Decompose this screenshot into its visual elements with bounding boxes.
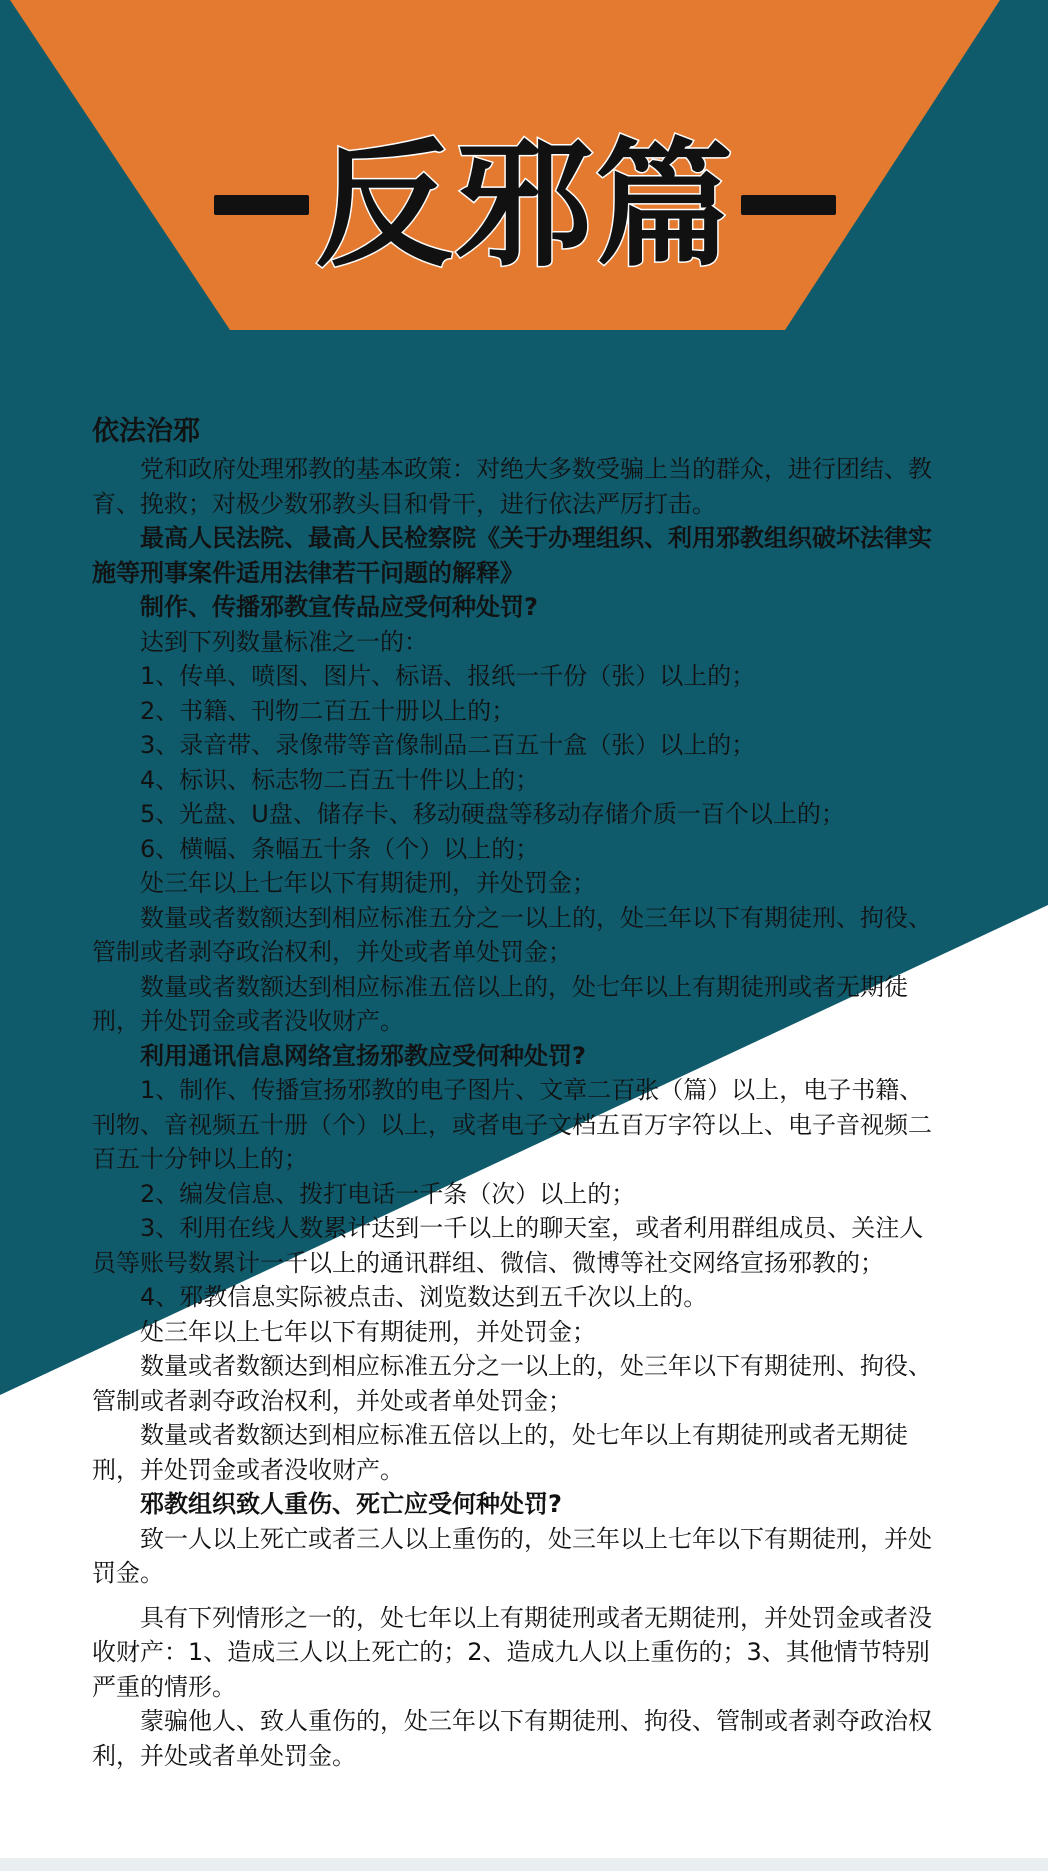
question-2: 利用通讯信息网络宣扬邪教应受何种处罚? xyxy=(140,1041,586,1070)
penalty-paragraph: 数量或者数额达到相应标准五倍以上的，处七年以上有期徒刑或者无期徒刑，并处罚金或者没收财产。 xyxy=(92,1421,908,1484)
penalty-paragraph: 数量或者数额达到相应标准五分之一以上的，处三年以下有期徒刑、拘役、管制或者剥夺政治权利，并处或者单处罚金； xyxy=(92,903,932,966)
article-body xyxy=(92,412,932,1773)
list-item: 4、邪教信息实际被点击、浏览数达到五千次以上的。 xyxy=(140,1283,708,1311)
policy-paragraph: 党和政府处理邪教的基本政策：对绝大多数受骗上当的群众，进行团结、教育、挽救；对极少数邪教头目和骨干，进行依法严厉打击。 xyxy=(92,455,932,518)
title-dash-right xyxy=(741,195,836,215)
list-item: 4、标识、标志物二百五十件以上的； xyxy=(140,765,540,794)
penalty-paragraph: 处三年以上七年以下有期徒刑，并处罚金； xyxy=(140,1317,596,1346)
penalty-paragraph: 致一人以上死亡或者三人以上重伤的，处三年以上七年以下有期徒刑，并处罚金。 xyxy=(92,1524,932,1587)
list-item: 3、录音带、录像带等音像制品二百五十盒（张）以上的； xyxy=(140,731,756,759)
interpretation-title: 最高人民法院、最高人民检察院《关于办理组织、利用邪教组织破坏法律实施等刑事案件适用法律若干问题的解释》 xyxy=(92,524,932,587)
question-1-lead: 达到下列数量标准之一的： xyxy=(140,627,428,656)
penalty-paragraph: 处三年以上七年以下有期徒刑，并处罚金； xyxy=(140,869,596,897)
question-1: 制作、传播邪教宣传品应受何种处罚? xyxy=(140,593,538,621)
question-3: 邪教组织致人重伤、死亡应受何种处罚? xyxy=(140,1490,562,1518)
list-item: 3、利用在线人数累计达到一千以上的聊天室，或者利用群组成员、关注人员等账号数累计一千以上的通讯群组、微信、微博等社交网络宣扬邪教的； xyxy=(92,1214,924,1277)
list-item: 2、书籍、刊物二百五十册以上的； xyxy=(140,696,516,725)
penalty-paragraph: 蒙骗他人、致人重伤的，处三年以下有期徒刑、拘役、管制或者剥夺政治权利，并处或者单处罚金。 xyxy=(92,1707,932,1770)
list-item: 1、制作、传播宣扬邪教的电子图片、文章二百张（篇）以上，电子书籍、刊物、音视频五十册（个）以上，或者电子文档五百万字符以上、电子音视频二百五十分钟以上的； xyxy=(92,1076,932,1173)
list-item: 6、横幅、条幅五十条（个）以上的； xyxy=(140,834,540,863)
list-item: 2、编发信息、拨打电话一千条（次）以上的； xyxy=(140,1179,636,1208)
banner-title xyxy=(150,120,900,290)
list-item: 5、光盘、U盘、储存卡、移动硬盘等移动存储介质一百个以上的； xyxy=(140,800,845,828)
penalty-paragraph: 数量或者数额达到相应标准五分之一以上的，处三年以下有期徒刑、拘役、管制或者剥夺政治权利，并处或者单处罚金； xyxy=(92,1352,932,1415)
list-item: 1、传单、喷图、图片、标语、报纸一千份（张）以上的； xyxy=(140,662,756,690)
title-dash-left xyxy=(214,195,309,215)
bottom-strip xyxy=(0,1858,1048,1871)
penalty-paragraph: 数量或者数额达到相应标准五倍以上的，处七年以上有期徒刑或者无期徒刑，并处罚金或者没收财产。 xyxy=(92,972,908,1035)
penalty-paragraph: 具有下列情形之一的，处七年以上有期徒刑或者无期徒刑，并处罚金或者没收财产：1、造成三人以上死亡的；2、造成九人以上重伤的；3、其他情节特别严重的情形。 xyxy=(92,1603,932,1701)
section-title: 依法治邪 xyxy=(92,416,200,447)
page-title: 反邪篇 xyxy=(314,123,735,286)
